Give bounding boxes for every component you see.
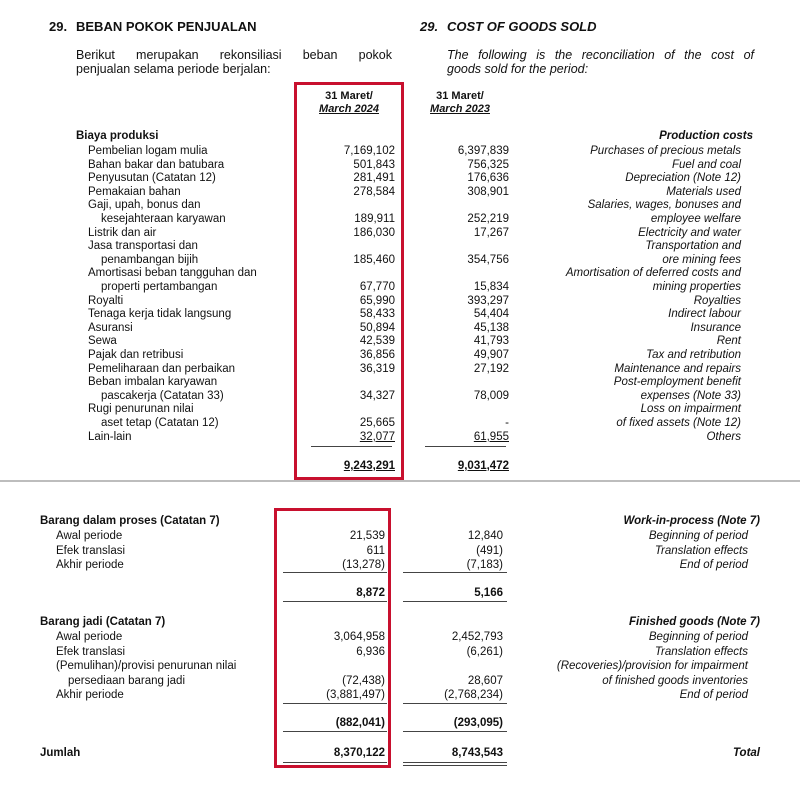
cost-item-label: Asuransi (88, 321, 133, 334)
cost-item-label: Bahan bakar dan batubara (88, 158, 225, 171)
grand-label-id: Jumlah (40, 747, 81, 759)
cost-item-label-en: Loss on impairment (640, 403, 741, 416)
cost-item-2024: 501,843 (353, 158, 395, 171)
wip-row-label-en: Translation effects (654, 544, 748, 557)
wip-row-label: Efek translasi (56, 544, 126, 557)
cost-item-2023: 176,636 (467, 172, 509, 185)
cost-item-label: Pemeliharaan dan perbaikan (88, 362, 236, 375)
finished-row-2023: 2,452,793 (451, 631, 503, 643)
wip-row-2024: 611 (366, 544, 385, 557)
cost-item-2023: 54,404 (473, 308, 509, 321)
cost-item-label: Gaji, upah, bonus dan (88, 199, 201, 212)
wip-row-2023: 12,840 (467, 530, 503, 542)
cost-item-2023: 393,297 (467, 294, 509, 307)
finished-row-label: (Pemulihan)/provisi penurunan nilai (56, 660, 237, 673)
cost-item-label: Pemakaian bahan (88, 185, 181, 198)
cost-item-2024: 34,327 (359, 389, 395, 402)
intro-en-line2: goods sold for the period: (447, 62, 589, 76)
cost-item-2023: 354,756 (467, 253, 509, 266)
cost-item-2024: 281,491 (353, 172, 395, 185)
cost-item-2023: - (505, 417, 509, 429)
cost-item-label-en-cont: employee welfare (650, 213, 741, 225)
cost-item-2023: 15,834 (473, 281, 509, 293)
cost-item-2023: 27,192 (473, 362, 509, 375)
section-number-en: 29. (420, 19, 439, 34)
cost-item-label: Royalti (88, 294, 124, 307)
highlight-box-top (294, 82, 404, 480)
finished-row-label-en: (Recoveries)/provision for impairment (556, 660, 748, 673)
cost-item-label-en: Materials used (666, 185, 741, 198)
finished-row-2023: (6,261) (466, 645, 503, 658)
cost-item-label: Penyusutan (Catatan 12) (88, 172, 216, 185)
production-total-2023: 9,031,472 (457, 460, 509, 472)
grand-total-double-rule-2 (403, 762, 507, 766)
cost-item-label-cont: kesejahteraan karyawan (101, 213, 226, 225)
cost-item-label-en: Maintenance and repairs (614, 362, 741, 375)
cost-item-label-en: Royalties (693, 294, 741, 307)
wip-row-label: Awal periode (56, 530, 123, 542)
finished-total-2023: (293,095) (453, 717, 503, 729)
intro-en-line1: The following is the reconciliation of the cost of (447, 48, 754, 62)
cost-item-2024: 50,894 (359, 321, 395, 334)
wip-label-en: Work-in-process (Note 7) (623, 515, 760, 527)
cost-item-label-en: Insurance (690, 321, 741, 334)
finished-row-2024: (3,881,497) (326, 689, 385, 702)
cost-item-2023: 308,901 (467, 185, 509, 198)
cost-item-2024: 36,319 (359, 362, 395, 375)
cost-item-2023: 756,325 (467, 158, 509, 171)
cost-item-label: Listrik dan air (88, 226, 157, 239)
cost-item-label-cont: properti pertambangan (101, 281, 218, 293)
finished-row-label-cont: persediaan barang jadi (68, 674, 186, 687)
finished-row-label-en-cont: of finished goods inventories (602, 674, 748, 687)
cost-item-label-en: Others (706, 430, 741, 443)
wip-row-2023: (491) (476, 544, 503, 557)
cost-item-2024: 186,030 (353, 226, 395, 239)
finished-row-2024: 3,064,958 (333, 631, 385, 643)
cost-item-label-en-cont: ore mining fees (662, 253, 741, 266)
cost-item-2023: 6,397,839 (457, 145, 509, 157)
cost-item-label: Amortisasi beban tangguhan dan (88, 267, 257, 280)
cost-item-2023: 17,267 (473, 226, 509, 239)
cost-item-2023: 45,138 (473, 321, 509, 334)
cost-item-label-en: Indirect labour (668, 308, 741, 321)
col2-header-line2: March 2023 (430, 103, 490, 115)
cost-item-label-en-cont: expenses (Note 33) (640, 389, 741, 402)
section-number: 29. (49, 19, 68, 34)
cost-item-label-en: Depreciation (Note 12) (625, 172, 741, 185)
cost-item-label-en: Rent (716, 335, 741, 348)
finished-row-label-en: End of period (679, 689, 748, 702)
finished-total-rule-2 (403, 731, 507, 732)
cost-item-2023: 78,009 (473, 389, 509, 402)
grand-total-2023: 8,743,543 (451, 747, 503, 759)
highlight-box-bottom (274, 508, 391, 768)
wip-total-rule-2 (403, 601, 507, 602)
cost-item-label-en: Electricity and water (638, 226, 741, 239)
cost-item-2024: 67,770 (359, 281, 395, 293)
cost-item-2023: 252,219 (467, 213, 509, 225)
section-divider (0, 480, 800, 482)
cost-item-label: Lain-lain (88, 430, 132, 443)
production-subtotal-rule-2 (425, 446, 506, 447)
section-title-id: BEBAN POKOK PENJUALAN (76, 19, 257, 34)
cost-item-label-en: Post-employment benefit (613, 376, 741, 389)
production-label-id: Biaya produksi (76, 130, 159, 142)
cost-item-label-en-cont: of fixed assets (Note 12) (616, 417, 741, 429)
cost-item-label-cont: aset tetap (Catatan 12) (101, 417, 219, 429)
intro-id-line2: penjualan selama periode berjalan: (76, 62, 271, 76)
finished-row-2024: (72,438) (342, 674, 385, 687)
cost-item-label: Tenaga kerja tidak langsung (88, 308, 232, 321)
finished-row-label: Awal periode (56, 631, 123, 643)
production-total-2024: 9,243,291 (343, 460, 395, 472)
wip-total-2023: 5,166 (474, 587, 503, 599)
cost-item-2024: 189,911 (354, 213, 395, 225)
production-label-en: Production costs (659, 130, 753, 142)
cost-item-2024: 185,460 (353, 253, 395, 266)
finished-row-2024: 6,936 (356, 645, 385, 658)
finished-row-label-en: Beginning of period (648, 631, 748, 643)
wip-row-2023: (7,183) (466, 559, 503, 572)
cost-item-label-en: Salaries, wages, bonuses and (587, 199, 741, 212)
intro-id-line1: Berikut merupakan rekonsiliasi beban pokok (76, 48, 392, 62)
cost-item-label: Jasa transportasi dan (88, 240, 198, 253)
cost-item-label: Pembelian logam mulia (88, 145, 208, 157)
grand-label-en: Total (732, 747, 760, 759)
col1-header-line1: 31 Maret/ (325, 90, 373, 102)
cost-item-2024: 42,539 (359, 335, 395, 348)
cost-item-2024: 7,169,102 (343, 145, 395, 157)
finished-row-2023: 28,607 (467, 674, 503, 687)
cost-item-2023: 49,907 (473, 349, 509, 361)
finished-total-2024: (882,041) (335, 717, 385, 729)
cost-item-label-en: Amortisation of deferred costs and (565, 267, 741, 280)
cost-item-2023: 61,955 (473, 430, 509, 443)
grand-total-2024: 8,370,122 (333, 747, 385, 759)
finished-row-2023: (2,768,234) (444, 689, 503, 702)
wip-row-2024: 21,539 (349, 530, 385, 542)
finished-row-label: Akhir periode (56, 689, 124, 702)
finished-label-en: Finished goods (Note 7) (629, 616, 760, 628)
cost-item-label: Pajak dan retribusi (88, 349, 184, 361)
cost-item-label: Beban imbalan karyawan (88, 376, 218, 389)
cost-item-label-en: Fuel and coal (671, 158, 741, 171)
cost-item-label-en-cont: mining properties (652, 281, 741, 293)
wip-total-2024: 8,872 (356, 587, 385, 599)
wip-rule-2 (403, 572, 507, 573)
wip-label-id: Barang dalam proses (Catatan 7) (40, 515, 220, 527)
cost-item-2024: 32,077 (359, 430, 395, 443)
wip-row-2024: (13,278) (342, 559, 385, 572)
finished-row-label: Efek translasi (56, 645, 126, 658)
cost-item-2024: 58,433 (359, 308, 395, 321)
wip-row-label: Akhir periode (56, 559, 124, 572)
cost-item-2024: 25,665 (359, 417, 395, 429)
col2-header-line1: 31 Maret/ (436, 90, 484, 102)
cost-item-label-en: Transportation and (645, 240, 741, 253)
cost-item-label: Sewa (88, 335, 117, 348)
cost-item-label-cont: pascakerja (Catatan 33) (101, 389, 224, 402)
finished-label-id: Barang jadi (Catatan 7) (40, 616, 166, 628)
finished-row-label-en: Translation effects (654, 645, 748, 658)
col1-header-line2: March 2024 (319, 103, 379, 115)
cost-item-2023: 41,793 (473, 335, 509, 348)
wip-row-label-en: Beginning of period (648, 530, 748, 542)
cost-item-label-cont: penambangan bijih (101, 253, 199, 266)
finished-rule-2 (403, 703, 507, 704)
cost-item-2024: 278,584 (353, 185, 395, 198)
section-title-en: COST OF GOODS SOLD (447, 19, 597, 34)
wip-row-label-en: End of period (679, 559, 748, 572)
cost-item-label: Rugi penurunan nilai (88, 403, 194, 416)
cost-item-2024: 65,990 (359, 294, 395, 307)
cost-item-label-en: Tax and retribution (646, 349, 741, 361)
cost-item-2024: 36,856 (359, 349, 395, 361)
cost-item-label-en: Purchases of precious metals (590, 145, 741, 157)
